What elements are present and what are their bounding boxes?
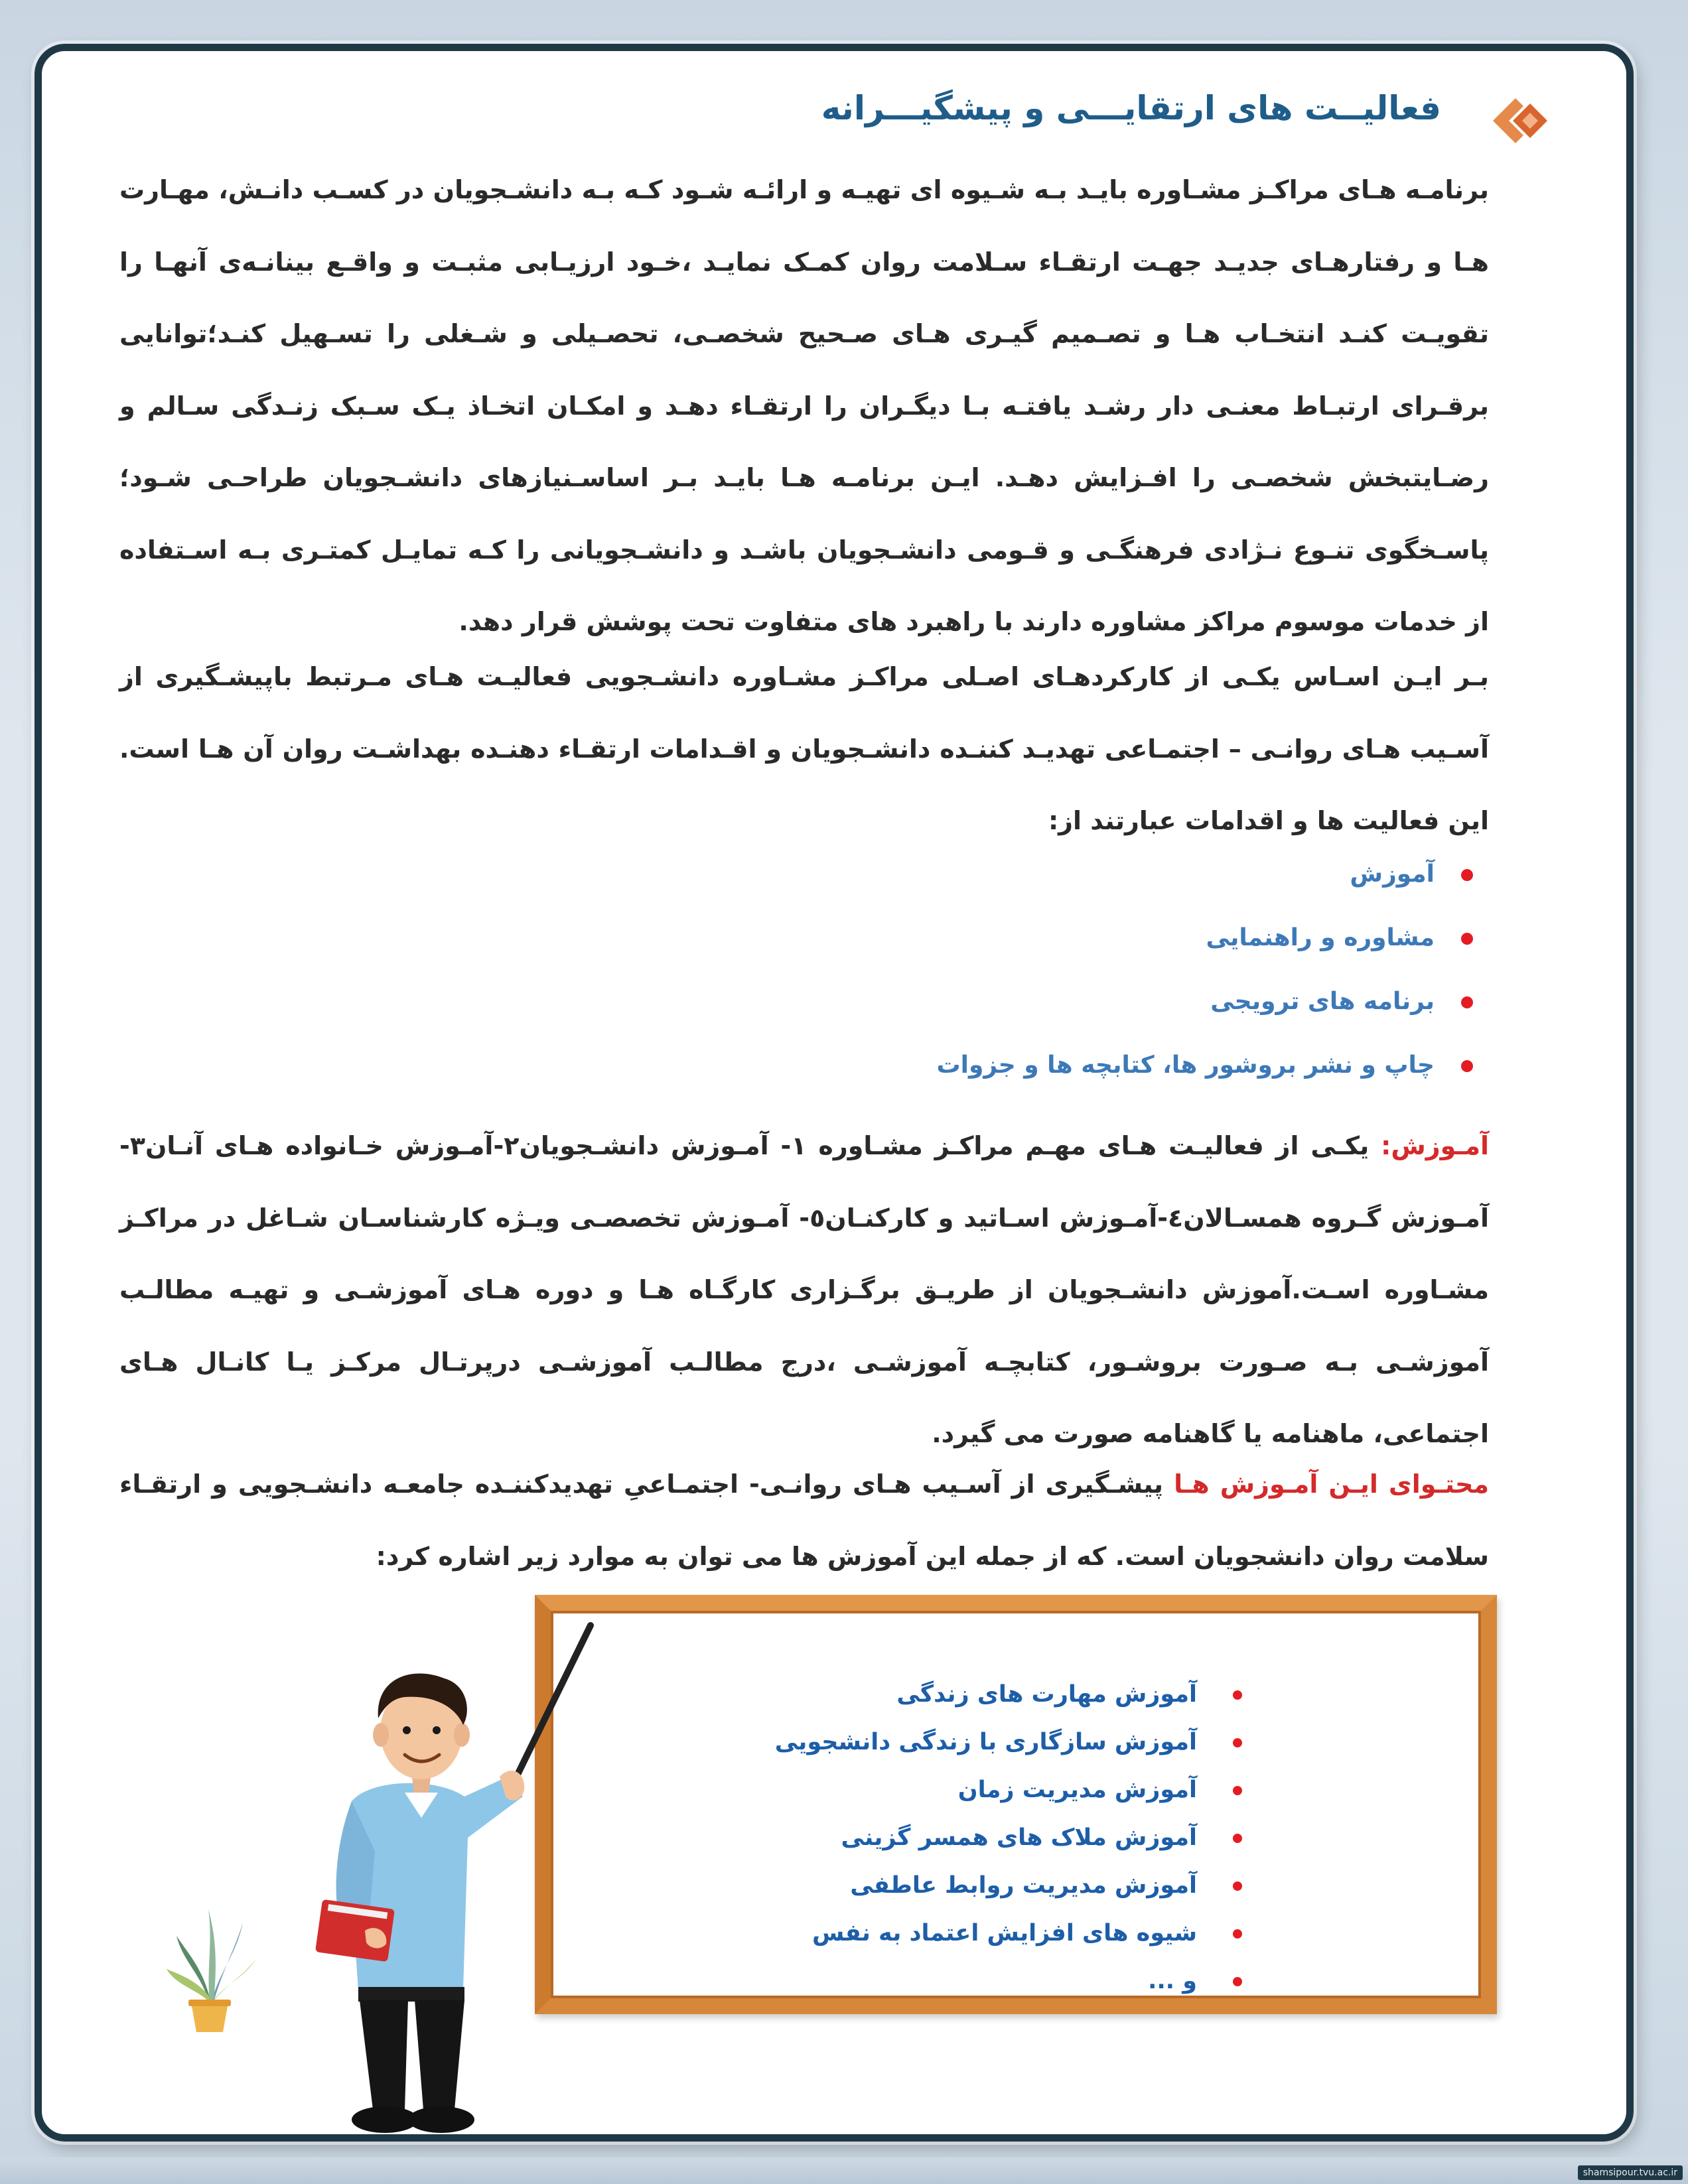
bullet-icon xyxy=(1233,1977,1242,1986)
board-list-item: آموزش ملاک های همسر گزینی xyxy=(775,1814,1242,1862)
board-list-item: و ... xyxy=(775,1957,1242,2005)
functions-paragraph: بـر ایـن اسـاس یکـی از کارکردهـای اصـلی مراکـز مشـاوره دانشـجویی فعالیـت هـای مـرتبط باپیشـگیری از آسـیب هـای روانـی – اجتمـاعی تهدیـد کننـده دانشـجویان و اقـدامات ارتقـاء دهنـده بهداشـت روان آن هـا است. این فعالیت ها و اقدامات عبارتند از: xyxy=(119,662,1489,835)
footer-bar xyxy=(0,2157,1688,2184)
content-text: پیشـگیری از آسـیب هـای روانـی- اجتمـاعیِ تهدیدکننـده جامعـه دانشـجویی و ارتقـاء سلامت روان دانشجویان است. که از جمله این آموزش ها می توان به موارد زیر اشاره کرد: xyxy=(119,1469,1489,1571)
bullet-icon xyxy=(1233,1929,1242,1939)
bullet-icon xyxy=(1461,996,1473,1008)
list-item: برنامه های ترویجی xyxy=(937,977,1474,1040)
list-item: آموزش xyxy=(937,849,1474,913)
footer-credit[interactable]: shamsipour.tvu.ac.ir xyxy=(1578,2165,1683,2180)
plant-illustration xyxy=(157,1896,263,2035)
list-item: چاپ و نشر بروشور ها، کتابچه ها و جزوات xyxy=(937,1040,1474,1104)
bullet-icon xyxy=(1233,1738,1242,1747)
intro-paragraph: برنامـه هـای مراکـز مشـاوره بایـد بـه شـیوه ای تهیـه و ارائـه شـود کـه بـه دانشـجویان در کسـب دانـش، مهـارت هـا و رفتارهـای جدیـد جهـت ارتقـاء سـلامت روان کمـک نمایـد ،خـود ارزیـابی مثبـت و واقـع بینانـه‌ی آنهـا را تقویـت کنـد انتخـاب هـا و تصـمیم گیـری هـای صـحیح شخصـی، تحصـیلی و شـغلی را تسـهیل کنـد؛توانایی برقـرای ارتبـاط معنـی دار رشـد یافتـه بـا دیگـران را ارتقـاء دهـد و امکـان اتخـاذ یـک سـبک زنـدگی سـالم و رضـایتبخش شخصـی را افـزایش دهـد. ایـن برنامـه هـا بایـد بـر اساسـنیازهای دانشـجویان طراحـی شـود؛ پاسـخگوی تنـوع نـژادی فرهنگـی و قـومی دانشـجویان باشـد و دانشـجویانی را کـه تمایـل کمتـری بـه اسـتفاده از خدمات موسوم مراکز مشاوره دارند با راهبرد های متفاوت تحت پوشش قرار دهد. xyxy=(119,175,1489,636)
board-list-item: آموزش مدیریت زمان xyxy=(775,1766,1242,1814)
whiteboard xyxy=(535,1595,1497,2014)
bullet-icon xyxy=(1233,1834,1242,1843)
diamond-ornament-icon xyxy=(1489,94,1555,147)
board-list-item: آموزش مدیریت روابط عاطفی xyxy=(775,1862,1242,1909)
bullet-icon xyxy=(1461,1060,1473,1072)
list-item: مشاوره و راهنمایی xyxy=(937,913,1474,977)
board-list xyxy=(775,1671,1242,2005)
education-paragraph xyxy=(119,1110,1489,1470)
teacher-illustration xyxy=(312,1619,604,2143)
content-paragraph xyxy=(119,1448,1489,1592)
activities-list xyxy=(937,849,1474,1104)
education-label: آمـوزش: xyxy=(1381,1131,1489,1160)
bullet-icon xyxy=(1233,1786,1242,1795)
board-list-item: آموزش سازگاری با زندگی دانشجویی xyxy=(775,1718,1242,1766)
bullet-icon xyxy=(1461,869,1473,881)
board-list-item: آموزش مهارت های زندگی xyxy=(775,1671,1242,1718)
bullet-icon xyxy=(1233,1690,1242,1700)
board-list-item: شیوه های افزایش اعتماد به نفس xyxy=(775,1909,1242,1957)
bullet-icon xyxy=(1233,1881,1242,1891)
page-title: فعالیــت های ارتقایـــی و پیشگیـــرانه xyxy=(821,89,1441,127)
education-text: یکـی از فعالیـت هـای مهـم مراکـز مشـاوره ۱- آمـوزش دانشـجویان۲-آمـوزش خـانواده هـای آنـان۳- آمـوزش گـروه همسـالان٤-آمـوزش اسـاتید و کارکنـان٥- آمـوزش تخصصـی ویـژه کارشناسـان شـاغل در مراکـز مشـاوره اسـت.آموزش دانشـجویان از طریـق برگـزاری کارگـاه هـا و دوره هـای آموزشـی و تهیـه مطالـب آموزشـی بـه صـورت بروشـور، کتابچـه آموزشـی ،درج مطالـب آموزشـی درپرتـال مرکـز یـا کانـال هـای اجتماعی، ماهنامه یا گاهنامه صورت می گیرد. xyxy=(119,1131,1489,1448)
bullet-icon xyxy=(1461,933,1473,945)
content-label: محتـوای ایـن آمـوزش هـا xyxy=(1174,1469,1489,1499)
